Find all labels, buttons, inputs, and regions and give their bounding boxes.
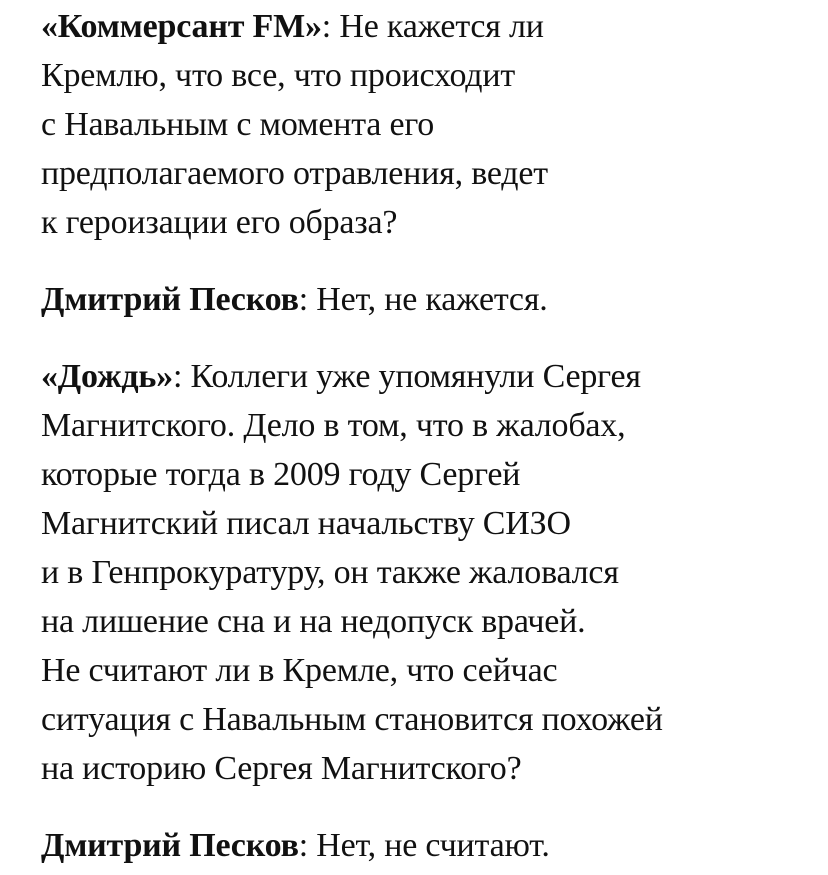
text-line [41,821,828,870]
text-line: Магнитского. Дело в том, что в жалобах, [41,407,626,444]
text-line [41,275,828,324]
line-text: : Нет, не кажется. [298,281,548,318]
text-line: на историю Сергея Магнитского? [41,750,522,787]
speaker-name: Дмитрий Песков [41,281,299,318]
text-line: которые тогда в 2009 году Сергей [41,456,521,493]
line-text: : Не кажется ли [321,8,544,45]
text-line [41,2,828,51]
question-dozhd [41,352,828,793]
text-line: на лишение сна и на недопуск врачей. [41,603,586,640]
question-kommersant-fm [41,2,828,247]
text-line: Магнитский писал начальству СИЗО [41,505,571,542]
answer-peskov-1 [41,275,828,324]
text-line: с Навальным с момента его [41,106,435,143]
speaker-name: «Коммерсант FM» [41,8,322,45]
text-line [41,352,828,401]
text-line: Кремлю, что все, что происходит [41,57,516,94]
text-line: и в Генпрокуратуру, он также жаловался [41,554,619,591]
speaker-name: Дмитрий Песков [41,827,299,864]
text-line: предполагаемого отравления, ведет [41,155,548,192]
line-text: : Коллеги уже упомянули Сергея [172,358,641,395]
answer-peskov-2 [41,821,828,870]
text-line: Не считают ли в Кремле, что сейчас [41,652,558,689]
speaker-name: «Дождь» [41,358,173,395]
text-line: к героизации его образа? [41,204,398,241]
text-line: ситуация с Навальным становится похожей [41,701,663,738]
line-text: : Нет, не считают. [298,827,550,864]
